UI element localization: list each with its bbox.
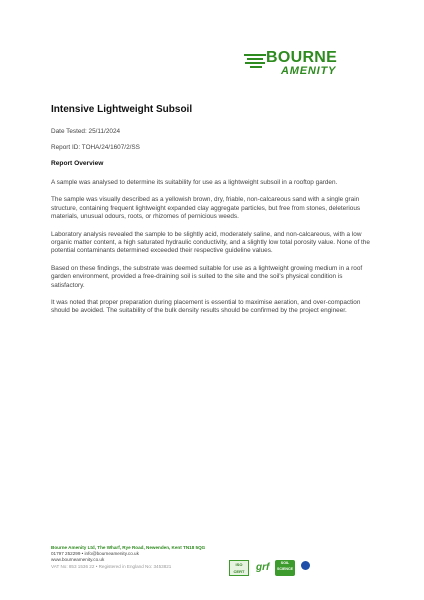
report-content [51,104,373,325]
accreditation-badges [229,560,373,576]
logo-speed-bars-icon [244,54,266,70]
logo-word-amenity: AMENITY [281,65,337,77]
footer-contact: 01797 252299 • info@bourneamenity.co.uk [51,551,139,557]
footer-website: www.bourneamenity.co.uk [51,557,105,563]
paragraph-sample-purpose: A sample was analysed to determine its suitability for use as a lightweight subsoil in a rooftop garden. [51,179,338,186]
date-tested: Date Tested: 25/11/2024 [51,128,121,135]
soil-science-badge-icon: SOIL SCIENCE [275,560,295,576]
accreditation-seal-icon [299,560,311,576]
logo-word-bourne: BOURNE [266,49,338,66]
grf-logo-icon: grf [256,562,270,573]
paragraph-laboratory-analysis: Laboratory analysis revealed the sample to be slightly acid, moderately saline, and non-calcareous, with a low organic matter content, a high saturated hydraulic conductivity, and a slightly low total porosity value. None of the potential contaminants determined exceeded their respective guideline values. [51,230,370,255]
report-title: Intensive Lightweight Subsoil [51,104,193,115]
paragraph-visual-description: The sample was visually described as a yellowish brown, dry, friable, non-calcareous sand with a single grain structure, containing frequent lightweight expanded clay aggregate particles, but free from stones, deleterious materials, unusual odours, roots, or rhizomes of pernicious weeds. [51,196,361,221]
report-id: Report ID: TOHA/24/1607/2/SS [51,144,140,151]
footer-company-address: Bourne Amenity Ltd, The Wharf, Rye Road, Newenden, Kent TN18 5QG [51,545,206,550]
paragraph-findings: Based on these findings, the substrate was deemed suitable for use as a lightweight growing medium in a roof garden environment, provided a free-draining soil is suited to the site and the soil's physical condition is satisfactory. [51,264,363,289]
overview-heading: Report Overview [51,160,104,167]
bourne-amenity-logo [244,50,380,80]
certification-badge-icon: ISO CERT [229,560,249,576]
paragraph-notes: It was noted that proper preparation during placement is essential to maximise aeration, and over-compaction should be avoided. The suitability of the bulk density results should be confirmed by the project engineer. [51,299,361,315]
footer-registration: VAT No: 853 1536 22 • Registered in England No: 3453821 [51,563,172,569]
